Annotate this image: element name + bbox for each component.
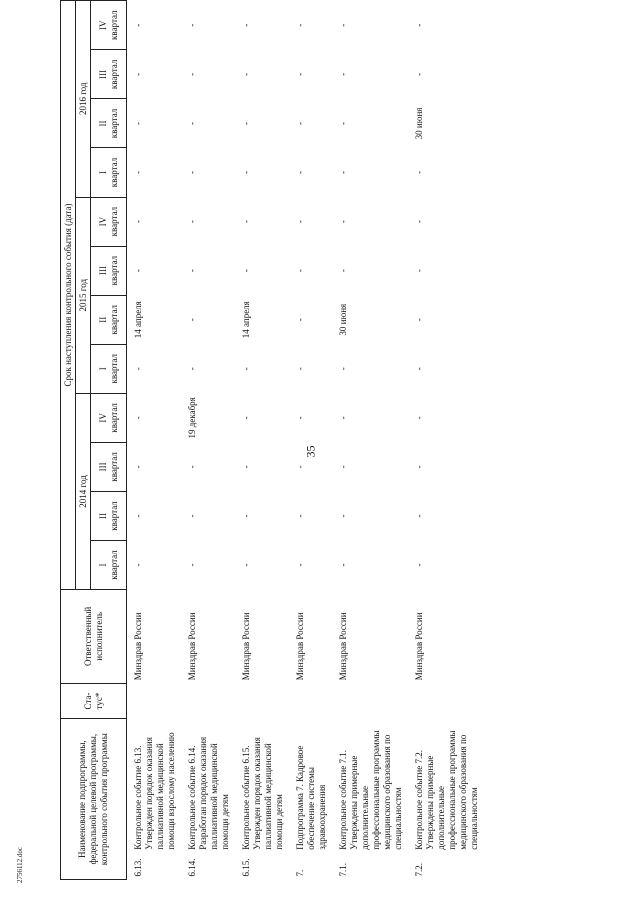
row-status [127, 683, 184, 719]
deadline-cell: - [241, 514, 251, 518]
deadline-cell: - [338, 171, 348, 175]
deadline-cell: 30 июня [338, 303, 348, 336]
row-name: Контрольное событие 6.13. Утвержден порядок оказания паллиативной медицинской помощи взрослому населению [133, 732, 176, 850]
deadline-cell: - [414, 318, 424, 322]
rotated-page [60, 0, 590, 880]
table-header [61, 1, 127, 880]
year-header: 2015 год [76, 197, 91, 393]
deadline-cell: - [241, 171, 251, 175]
deadline-cell: - [338, 465, 348, 469]
page-number: 35 [303, 445, 317, 458]
deadline-cell: - [187, 563, 197, 567]
row-name: Подпрограмма 7. Кадровое обеспечение системы здравоохранения [295, 745, 327, 850]
year-header: 2014 год [76, 393, 91, 589]
deadline-cell: - [338, 220, 348, 224]
quarter-header: III квартал [91, 50, 127, 99]
deadline-cell: - [295, 220, 305, 224]
row-name: Контрольное событие 7.1. Утверждены примерные дополнительные профессиональные программы медицинского образования по специальностям [338, 730, 403, 850]
deadline-cell: - [241, 563, 251, 567]
quarter-header: I квартал [91, 148, 127, 197]
deadline-cell: - [133, 465, 143, 469]
quarter-header: I квартал [91, 540, 127, 589]
row-number: 6.13. [133, 858, 143, 877]
row-status [183, 683, 237, 719]
deadline-cell: - [295, 416, 305, 420]
row-executor: Минздрав России [133, 612, 143, 681]
deadline-cell: - [414, 220, 424, 224]
table-row [410, 1, 486, 880]
deadline-cell: - [241, 269, 251, 273]
row-executor: Минздрав России [187, 612, 197, 681]
deadline-cell: - [338, 121, 348, 125]
control-events-table [60, 0, 486, 880]
deadline-cell: - [414, 171, 424, 175]
row-number: 6.15. [241, 858, 251, 877]
quarter-header: II квартал [91, 491, 127, 540]
deadline-cell: - [414, 465, 424, 469]
quarter-header: IV квартал [91, 197, 127, 246]
table-row [334, 1, 410, 880]
quarter-header: III квартал [91, 442, 127, 491]
deadline-cell: - [187, 23, 197, 27]
table-row [127, 1, 184, 880]
deadline-cell: - [133, 220, 143, 224]
deadline-cell: - [187, 72, 197, 76]
row-executor: Минздрав России [338, 612, 348, 681]
deadline-cell: - [338, 367, 348, 371]
row-number: 7.2. [414, 863, 424, 877]
deadline-cell: - [187, 269, 197, 273]
row-executor: Минздрав России [295, 612, 305, 681]
row-status [410, 683, 486, 719]
deadline-cell: - [338, 563, 348, 567]
header-deadline: Срок наступления контрольного события (дата) [61, 1, 76, 590]
quarter-header: I квартал [91, 344, 127, 393]
deadline-cell: - [133, 171, 143, 175]
table-row [237, 1, 291, 880]
header-status: Ста-тус* [61, 683, 127, 719]
deadline-cell: - [187, 367, 197, 371]
deadline-cell: - [295, 171, 305, 175]
deadline-cell: - [241, 220, 251, 224]
quarter-header: II квартал [91, 99, 127, 148]
deadline-cell: 14 апреля [241, 301, 251, 339]
deadline-cell: - [187, 121, 197, 125]
deadline-cell: - [338, 23, 348, 27]
deadline-cell: - [241, 23, 251, 27]
deadline-cell: - [338, 269, 348, 273]
deadline-cell: - [295, 121, 305, 125]
quarter-header: III квартал [91, 246, 127, 295]
quarter-header: IV квартал [91, 1, 127, 50]
deadline-cell: - [414, 367, 424, 371]
row-number: 6.14. [187, 858, 197, 877]
header-executor: Ответственный исполнитель [61, 590, 127, 684]
deadline-cell: - [133, 72, 143, 76]
deadline-cell: - [187, 318, 197, 322]
deadline-cell: - [187, 514, 197, 518]
deadline-cell: - [187, 220, 197, 224]
deadline-cell: - [295, 23, 305, 27]
year-header: 2016 год [76, 1, 91, 198]
footer-filename: 2756112.doc [16, 846, 25, 884]
row-executor: Минздрав России [241, 612, 251, 681]
row-number: 7. [295, 869, 305, 877]
deadline-cell: 19 декабря [187, 397, 197, 439]
row-status [291, 683, 334, 719]
deadline-cell: - [295, 367, 305, 371]
deadline-cell: - [133, 269, 143, 273]
table-row [183, 1, 237, 880]
deadline-cell: - [414, 269, 424, 273]
deadline-cell: - [133, 367, 143, 371]
quarter-header: II квартал [91, 295, 127, 344]
table-row [291, 1, 334, 880]
deadline-cell: - [133, 23, 143, 27]
deadline-cell: - [295, 318, 305, 322]
row-name: Контрольное событие 6.15. Утвержден порядок оказания паллиативной медицинской помощи детям [241, 737, 284, 850]
deadline-cell: - [241, 121, 251, 125]
deadline-cell: - [133, 416, 143, 420]
deadline-cell: - [295, 269, 305, 273]
quarter-header: IV квартал [91, 393, 127, 442]
row-name: Контрольное событие 6.14. Разработан порядок оказания паллиативной медицинской помощи детям [187, 736, 230, 850]
deadline-cell: - [241, 465, 251, 469]
deadline-cell: 14 апреля [133, 301, 143, 339]
deadline-cell: - [338, 416, 348, 420]
table-body [127, 1, 487, 880]
row-status [237, 683, 291, 719]
row-number: 7.1. [338, 863, 348, 877]
deadline-cell: - [133, 121, 143, 125]
deadline-cell: - [338, 514, 348, 518]
deadline-cell: - [414, 514, 424, 518]
row-executor: Минздрав России [414, 612, 424, 681]
deadline-cell: - [295, 72, 305, 76]
deadline-cell: - [241, 72, 251, 76]
row-status [334, 683, 410, 719]
deadline-cell: - [295, 563, 305, 567]
deadline-cell: - [187, 465, 197, 469]
deadline-cell: - [133, 514, 143, 518]
deadline-cell: 30 июня [414, 107, 424, 140]
header-name: Наименование подпрограммы, федеральной целевой программы, контрольного события программы [61, 719, 127, 880]
deadline-cell: - [241, 416, 251, 420]
deadline-cell: - [338, 72, 348, 76]
deadline-cell: - [187, 171, 197, 175]
deadline-cell: - [295, 465, 305, 469]
deadline-cell: - [241, 367, 251, 371]
deadline-cell: - [133, 563, 143, 567]
deadline-cell: - [414, 23, 424, 27]
deadline-cell: - [414, 416, 424, 420]
row-name: Контрольное событие 7.2. Утверждены примерные дополнительные профессиональные программы медицинского образования по специальностям [414, 730, 479, 850]
deadline-cell: - [295, 514, 305, 518]
deadline-cell: - [414, 563, 424, 567]
deadline-cell: - [414, 72, 424, 76]
